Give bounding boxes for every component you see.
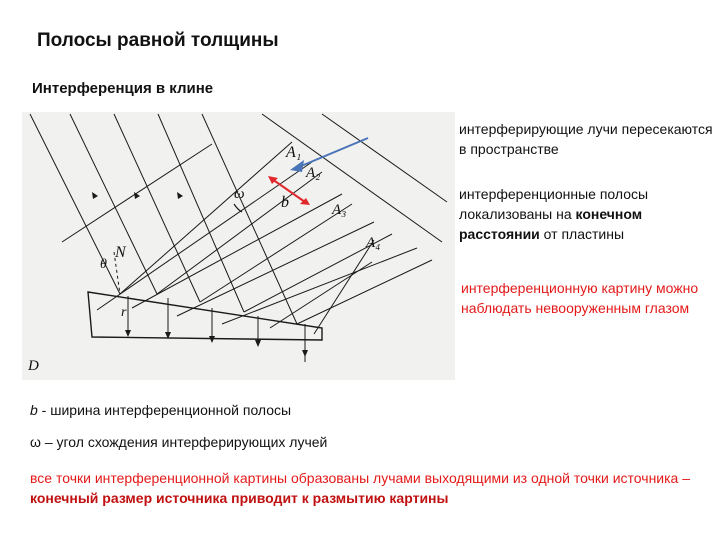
footer-b-definition	[30, 400, 291, 420]
note-fringes-text-post: от пластины	[539, 226, 625, 242]
label-b: b	[281, 194, 289, 211]
note-fringes-localized	[459, 184, 714, 244]
label-N: N	[115, 244, 126, 261]
footer-source-note	[30, 468, 700, 508]
label-omega: ω	[234, 186, 245, 202]
note-naked-eye: интерференционную картину можно наблюдать невооруженным глазом	[461, 280, 699, 316]
footer-source-text: все точки интерференционной картины образованы лучами выходящими из одной точки источника –	[30, 470, 691, 486]
label-A3: A₃	[332, 202, 347, 218]
note-fringes-text-pre: интерференционные полосы локализованы на	[459, 186, 649, 222]
label-theta: θ	[100, 257, 107, 272]
note-rays-intersect: интерферирующие лучи пересекаются в пространстве	[459, 121, 713, 157]
label-D: D	[28, 358, 39, 374]
label-A2: A₂	[306, 165, 321, 181]
page-title: Полосы равной толщины	[37, 30, 279, 51]
subtitle: Интерференция в клине	[32, 80, 214, 97]
diagram-background	[22, 112, 455, 380]
label-A4: A₄	[366, 235, 381, 251]
footer-source-bold: конечный размер источника приводит к размытию картины	[30, 490, 449, 506]
footer-b-text: - ширина интерференционной полосы	[37, 402, 292, 418]
label-A1: A₁	[286, 144, 302, 161]
note-fringes-text-bold: конечном расстоянии	[459, 206, 643, 242]
label-r: r	[121, 305, 127, 320]
footer-omega-definition: ω – угол схождения интерферирующих лучей	[30, 434, 328, 450]
footer-b-symbol: b	[30, 402, 38, 418]
wedge-interference-diagram	[22, 112, 455, 380]
